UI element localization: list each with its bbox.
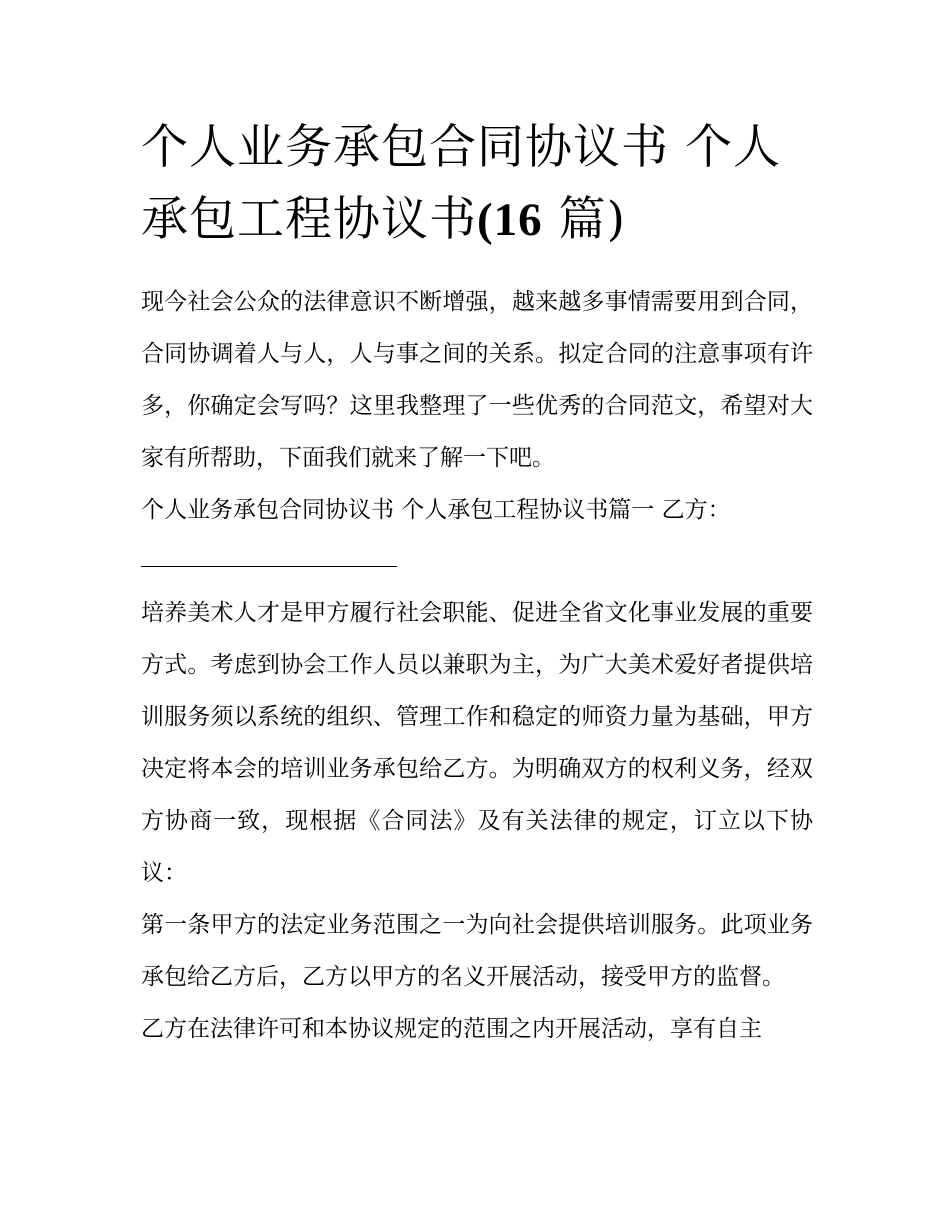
document-page — [141, 112, 813, 1055]
body-paragraph-3: 乙方在法律许可和本协议规定的范围之内开展活动，享有自主 — [141, 1016, 762, 1042]
title-text: 个人业务承包合同协议书 个人承包工程协议书 — [141, 120, 781, 247]
body-paragraph-2: 第一条甲方的法定业务范围之一为向社会提供培训服务。此项业务承包给乙方后，乙方以甲方的名义开展活动，接受甲方的监督。 — [141, 912, 813, 990]
title-suffix: 篇) — [542, 192, 626, 247]
fill-in-blank-line — [141, 536, 397, 567]
intro-paragraph: 现今社会公众的法律意识不断增强，越来越多事情需要用到合同，合同协调着人与人，人与事之间的关系。拟定合同的注意事项有许多，你确定会写吗？这里我整理了一些优秀的合同范文，希望对大家有所帮助，下面我们就来了解一下吧。 — [141, 289, 813, 471]
section-heading: 个人业务承包合同协议书 个人承包工程协议书篇一 乙方： — [141, 497, 731, 523]
title-count: (16 — [477, 194, 543, 246]
document-title — [141, 112, 813, 256]
body-paragraph-1: 培养美术人才是甲方履行社会职能、促进全省文化事业发展的重要方式。考虑到协会工作人员以兼职为主，为广大美术爱好者提供培训服务须以系统的组织、管理工作和稳定的师资力量为基础，甲方决定将本会的培训业务承包给乙方。为明确双方的权利义务，经双方协商一致，现根据《合同法》及有关法律的规定，订立以下协议： — [141, 600, 813, 886]
